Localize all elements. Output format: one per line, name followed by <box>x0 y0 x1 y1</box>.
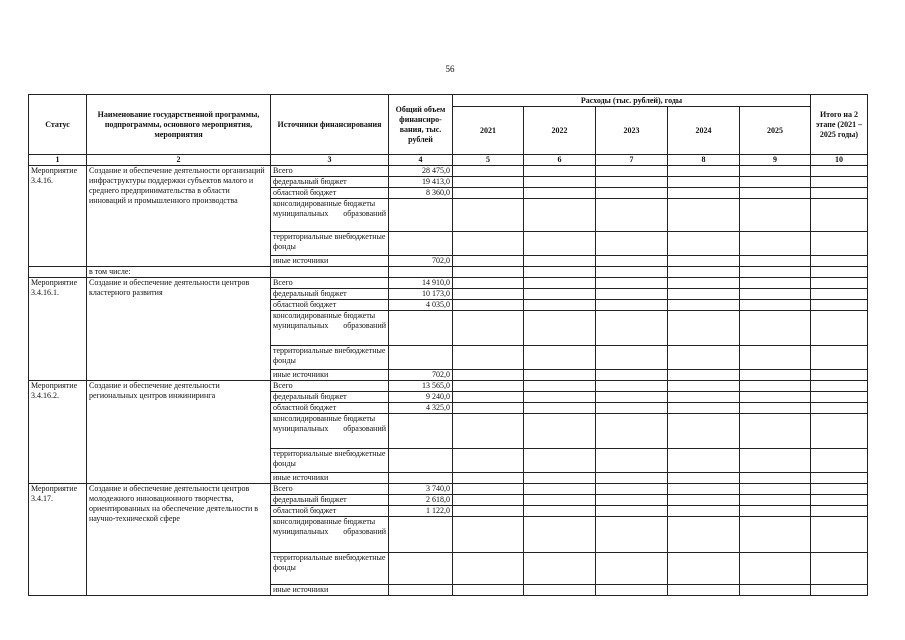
empty-cell <box>596 381 668 392</box>
empty-cell <box>271 267 389 278</box>
empty-cell <box>811 278 868 289</box>
empty-cell <box>453 267 524 278</box>
empty-cell <box>668 311 740 346</box>
empty-cell <box>811 232 868 256</box>
col-number: 2 <box>87 155 271 166</box>
empty-cell <box>668 473 740 484</box>
source-label: консолидированные бюджеты муниципальных образований <box>271 311 389 346</box>
empty-cell <box>524 484 596 495</box>
empty-cell <box>453 585 524 596</box>
empty-cell <box>811 484 868 495</box>
empty-cell <box>524 289 596 300</box>
empty-cell <box>668 553 740 585</box>
empty-cell <box>596 392 668 403</box>
empty-cell <box>524 370 596 381</box>
empty-cell <box>453 256 524 267</box>
empty-cell <box>596 414 668 449</box>
empty-cell <box>453 553 524 585</box>
empty-cell <box>740 300 811 311</box>
table-row <box>29 166 868 177</box>
empty-cell <box>668 484 740 495</box>
empty-cell <box>740 188 811 199</box>
empty-cell <box>668 289 740 300</box>
empty-cell <box>811 414 868 449</box>
financing-table <box>28 94 868 596</box>
empty-cell <box>453 392 524 403</box>
empty-cell <box>596 256 668 267</box>
empty-cell <box>453 289 524 300</box>
empty-cell <box>524 267 596 278</box>
empty-cell <box>453 370 524 381</box>
empty-cell <box>596 553 668 585</box>
table-row <box>29 381 868 392</box>
empty-cell <box>524 449 596 473</box>
empty-cell <box>668 495 740 506</box>
col-number: 10 <box>811 155 868 166</box>
empty-cell <box>668 267 740 278</box>
empty-cell <box>596 232 668 256</box>
source-label: областной бюджет <box>271 506 389 517</box>
col-number: 9 <box>740 155 811 166</box>
total-value: 1 122,0 <box>389 506 453 517</box>
col-number: 4 <box>389 155 453 166</box>
empty-cell <box>453 506 524 517</box>
table-row <box>29 484 868 495</box>
total-value: 4 035,0 <box>389 300 453 311</box>
source-label: консолидированные бюджеты муниципальных образований <box>271 414 389 449</box>
empty-cell <box>811 188 868 199</box>
empty-cell <box>668 300 740 311</box>
empty-cell <box>811 256 868 267</box>
empty-cell <box>668 449 740 473</box>
empty-cell <box>596 166 668 177</box>
header-year: 2022 <box>524 107 596 155</box>
empty-cell <box>811 289 868 300</box>
empty-cell <box>740 585 811 596</box>
header-total: Общий объем финансиро-вания, тыс. рублей <box>389 95 453 155</box>
empty-cell <box>740 289 811 300</box>
empty-cell <box>524 414 596 449</box>
source-label: Всего <box>271 381 389 392</box>
total-value: 9 240,0 <box>389 392 453 403</box>
empty-cell <box>668 414 740 449</box>
source-label: Всего <box>271 278 389 289</box>
empty-cell <box>29 267 87 278</box>
empty-cell <box>524 346 596 370</box>
empty-cell <box>668 403 740 414</box>
source-label: иные источники <box>271 256 389 267</box>
empty-cell <box>740 495 811 506</box>
empty-cell <box>811 403 868 414</box>
total-value <box>389 517 453 553</box>
in-that-number: в том числе: <box>87 267 271 278</box>
empty-cell <box>596 311 668 346</box>
empty-cell <box>453 495 524 506</box>
col-number: 6 <box>524 155 596 166</box>
empty-cell <box>740 199 811 232</box>
empty-cell <box>524 506 596 517</box>
empty-cell <box>453 484 524 495</box>
empty-cell <box>453 300 524 311</box>
empty-cell <box>596 199 668 232</box>
empty-cell <box>524 278 596 289</box>
empty-cell <box>453 232 524 256</box>
empty-cell <box>524 166 596 177</box>
col-number: 5 <box>453 155 524 166</box>
empty-cell <box>524 585 596 596</box>
header-sources: Источники финансирования <box>271 95 389 155</box>
empty-cell <box>811 166 868 177</box>
empty-cell <box>740 381 811 392</box>
empty-cell <box>596 278 668 289</box>
empty-cell <box>740 177 811 188</box>
total-value: 2 618,0 <box>389 495 453 506</box>
empty-cell <box>740 517 811 553</box>
empty-cell <box>453 517 524 553</box>
total-value: 3 740,0 <box>389 484 453 495</box>
empty-cell <box>524 517 596 553</box>
total-value: 4 325,0 <box>389 403 453 414</box>
empty-cell <box>453 346 524 370</box>
empty-cell <box>596 346 668 370</box>
empty-cell <box>453 449 524 473</box>
source-label: федеральный бюджет <box>271 495 389 506</box>
row-name: Создание и обеспечение деятельности центров молодежного инновационного творчества, ориентированных на обеспечение деятельности в научно-технической сфере <box>87 484 271 596</box>
total-value: 19 413,0 <box>389 177 453 188</box>
header-name: Наименование государственной программы, подпрограммы, основного мероприятия, мероприятия <box>87 95 271 155</box>
empty-cell <box>453 473 524 484</box>
empty-cell <box>524 177 596 188</box>
total-value <box>389 311 453 346</box>
total-value: 14 910,0 <box>389 278 453 289</box>
empty-cell <box>524 553 596 585</box>
empty-cell <box>596 484 668 495</box>
empty-cell <box>668 166 740 177</box>
empty-cell <box>453 414 524 449</box>
row-name: Создание и обеспечение деятельности организаций инфраструктуры поддержки субъектов малого и среднего предпринимательства в области инноваций и промышленного производства <box>87 166 271 267</box>
source-label: федеральный бюджет <box>271 177 389 188</box>
empty-cell <box>596 188 668 199</box>
source-label: федеральный бюджет <box>271 392 389 403</box>
total-value <box>389 232 453 256</box>
header-itogo: Итого на 2 этапе (2021 – 2025 годы) <box>811 95 868 155</box>
empty-cell <box>453 311 524 346</box>
empty-cell <box>668 381 740 392</box>
empty-cell <box>740 346 811 370</box>
empty-cell <box>811 392 868 403</box>
source-label: иные источники <box>271 585 389 596</box>
empty-cell <box>524 381 596 392</box>
empty-cell <box>811 553 868 585</box>
empty-cell <box>453 381 524 392</box>
total-value <box>389 553 453 585</box>
empty-cell <box>453 188 524 199</box>
empty-cell <box>668 346 740 370</box>
source-label: территориальные внебюджетные фонды <box>271 346 389 370</box>
empty-cell <box>596 300 668 311</box>
total-value <box>389 346 453 370</box>
source-label: консолидированные бюджеты муниципальных образований <box>271 199 389 232</box>
empty-cell <box>596 449 668 473</box>
empty-cell <box>811 311 868 346</box>
empty-cell <box>740 166 811 177</box>
total-value: 13 565,0 <box>389 381 453 392</box>
empty-cell <box>811 449 868 473</box>
empty-cell <box>524 256 596 267</box>
empty-cell <box>740 311 811 346</box>
empty-cell <box>524 300 596 311</box>
empty-cell <box>453 278 524 289</box>
empty-cell <box>811 381 868 392</box>
empty-cell <box>668 506 740 517</box>
empty-cell <box>524 188 596 199</box>
empty-cell <box>453 199 524 232</box>
empty-cell <box>740 267 811 278</box>
source-label: территориальные внебюджетные фонды <box>271 553 389 585</box>
source-label: консолидированные бюджеты муниципальных образований <box>271 517 389 553</box>
empty-cell <box>389 267 453 278</box>
col-number: 7 <box>596 155 668 166</box>
total-value: 702,0 <box>389 256 453 267</box>
table-row <box>29 267 868 278</box>
empty-cell <box>668 370 740 381</box>
total-value <box>389 585 453 596</box>
empty-cell <box>811 517 868 553</box>
col-number: 8 <box>668 155 740 166</box>
source-label: федеральный бюджет <box>271 289 389 300</box>
empty-cell <box>668 585 740 596</box>
total-value <box>389 414 453 449</box>
empty-cell <box>740 484 811 495</box>
empty-cell <box>668 177 740 188</box>
empty-cell <box>596 289 668 300</box>
empty-cell <box>740 403 811 414</box>
total-value: 702,0 <box>389 370 453 381</box>
row-status: Мероприятие 3.4.16. <box>29 166 87 267</box>
empty-cell <box>596 370 668 381</box>
empty-cell <box>524 199 596 232</box>
source-label: областной бюджет <box>271 188 389 199</box>
empty-cell <box>524 495 596 506</box>
empty-cell <box>811 370 868 381</box>
source-label: областной бюджет <box>271 403 389 414</box>
total-value <box>389 473 453 484</box>
empty-cell <box>524 311 596 346</box>
empty-cell <box>453 403 524 414</box>
empty-cell <box>740 449 811 473</box>
row-name: Создание и обеспечение деятельности региональных центров инжиниринга <box>87 381 271 484</box>
row-name: Создание и обеспечение деятельности центров кластерного развития <box>87 278 271 381</box>
empty-cell <box>811 473 868 484</box>
empty-cell <box>668 517 740 553</box>
header-year: 2025 <box>740 107 811 155</box>
empty-cell <box>524 392 596 403</box>
empty-cell <box>668 232 740 256</box>
empty-cell <box>596 473 668 484</box>
source-label: территориальные внебюджетные фонды <box>271 449 389 473</box>
empty-cell <box>453 166 524 177</box>
empty-cell <box>740 392 811 403</box>
header-status: Статус <box>29 95 87 155</box>
page-number: 56 <box>445 64 455 74</box>
source-label: иные источники <box>271 473 389 484</box>
source-label: Всего <box>271 484 389 495</box>
header-year: 2023 <box>596 107 668 155</box>
table-row <box>29 278 868 289</box>
source-label: областной бюджет <box>271 300 389 311</box>
empty-cell <box>596 585 668 596</box>
empty-cell <box>740 256 811 267</box>
empty-cell <box>811 346 868 370</box>
empty-cell <box>524 473 596 484</box>
col-number: 1 <box>29 155 87 166</box>
empty-cell <box>596 403 668 414</box>
empty-cell <box>811 495 868 506</box>
row-status: Мероприятие 3.4.17. <box>29 484 87 596</box>
header-expenses: Расходы (тыс. рублей), годы <box>453 95 811 107</box>
empty-cell <box>740 232 811 256</box>
empty-cell <box>740 553 811 585</box>
empty-cell <box>740 370 811 381</box>
col-number: 3 <box>271 155 389 166</box>
empty-cell <box>811 506 868 517</box>
empty-cell <box>740 473 811 484</box>
empty-cell <box>668 188 740 199</box>
empty-cell <box>740 506 811 517</box>
empty-cell <box>596 506 668 517</box>
row-status: Мероприятие 3.4.16.1. <box>29 278 87 381</box>
empty-cell <box>453 177 524 188</box>
row-status: Мероприятие 3.4.16.2. <box>29 381 87 484</box>
empty-cell <box>740 414 811 449</box>
empty-cell <box>524 403 596 414</box>
empty-cell <box>596 177 668 188</box>
empty-cell <box>668 256 740 267</box>
total-value <box>389 199 453 232</box>
empty-cell <box>811 300 868 311</box>
empty-cell <box>811 199 868 232</box>
header-year: 2024 <box>668 107 740 155</box>
empty-cell <box>811 585 868 596</box>
empty-cell <box>668 199 740 232</box>
source-label: территориальные внебюджетные фонды <box>271 232 389 256</box>
empty-cell <box>668 392 740 403</box>
empty-cell <box>596 495 668 506</box>
empty-cell <box>740 278 811 289</box>
empty-cell <box>668 278 740 289</box>
empty-cell <box>596 267 668 278</box>
header-year: 2021 <box>453 107 524 155</box>
empty-cell <box>811 267 868 278</box>
empty-cell <box>524 232 596 256</box>
empty-cell <box>596 517 668 553</box>
empty-cell <box>811 177 868 188</box>
total-value: 8 360,0 <box>389 188 453 199</box>
source-label: иные источники <box>271 370 389 381</box>
source-label: Всего <box>271 166 389 177</box>
total-value: 28 475,0 <box>389 166 453 177</box>
total-value <box>389 449 453 473</box>
total-value: 10 173,0 <box>389 289 453 300</box>
